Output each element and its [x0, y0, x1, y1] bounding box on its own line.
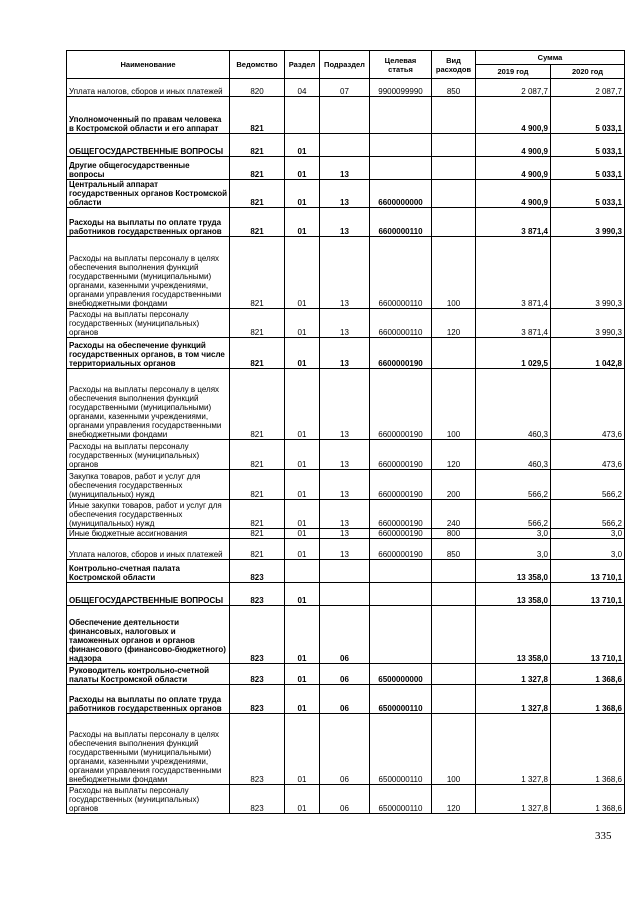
cell-target: 6500000110	[370, 714, 432, 785]
cell-target: 6600000190	[370, 529, 432, 539]
cell-razdel: 01	[285, 470, 320, 500]
cell-sum-2020: 13 710,1	[551, 606, 625, 664]
cell-target: 6600000000	[370, 180, 432, 208]
cell-name: Закупка товаров, работ и услуг для обеспечения государственных (муниципальных) нужд	[67, 470, 230, 500]
cell-razdel: 01	[285, 539, 320, 560]
cell-razdel: 01	[285, 237, 320, 309]
cell-sum-2020: 1 368,6	[551, 714, 625, 785]
cell-podrazdel: 06	[320, 785, 370, 814]
cell-podrazdel: 13	[320, 180, 370, 208]
cell-vedomstvo: 821	[230, 500, 285, 529]
cell-podrazdel: 13	[320, 500, 370, 529]
cell-sum-2019: 3 871,4	[476, 208, 551, 237]
table-row	[67, 97, 625, 134]
cell-vedomstvo: 821	[230, 157, 285, 180]
cell-name: ОБЩЕГОСУДАРСТВЕННЫЕ ВОПРОСЫ	[67, 134, 230, 157]
cell-sum-2020: 1 042,8	[551, 338, 625, 369]
cell-sum-2020: 473,6	[551, 369, 625, 440]
cell-target: 6600000110	[370, 309, 432, 338]
cell-vedomstvo: 823	[230, 714, 285, 785]
cell-razdel	[285, 560, 320, 583]
cell-podrazdel	[320, 134, 370, 157]
cell-vid: 850	[432, 539, 476, 560]
cell-sum-2020: 566,2	[551, 470, 625, 500]
table-row	[67, 237, 625, 309]
cell-sum-2020: 1 368,6	[551, 785, 625, 814]
table-body	[67, 79, 625, 814]
cell-name: Обеспечение деятельности финансовых, налоговых и таможенных органов и органов финансового (финансово-бюджетного) надзора	[67, 606, 230, 664]
cell-vid	[432, 583, 476, 606]
cell-podrazdel: 13	[320, 369, 370, 440]
cell-sum-2019: 3,0	[476, 539, 551, 560]
cell-sum-2019: 1 327,8	[476, 685, 551, 714]
cell-sum-2020: 3 990,3	[551, 237, 625, 309]
cell-sum-2020: 13 710,1	[551, 583, 625, 606]
cell-name: Уплата налогов, сборов и иных платежей	[67, 539, 230, 560]
cell-podrazdel: 13	[320, 309, 370, 338]
cell-vedomstvo: 821	[230, 369, 285, 440]
cell-razdel: 01	[285, 208, 320, 237]
cell-podrazdel: 06	[320, 664, 370, 685]
cell-razdel: 01	[285, 664, 320, 685]
cell-sum-2020: 473,6	[551, 440, 625, 470]
header-2019: 2019 год	[476, 65, 551, 79]
header-sum: Сумма	[476, 51, 625, 65]
table-row	[67, 180, 625, 208]
cell-razdel: 01	[285, 583, 320, 606]
table-row	[67, 79, 625, 97]
cell-podrazdel: 13	[320, 440, 370, 470]
cell-name: Расходы на выплаты персоналу государственных (муниципальных) органов	[67, 785, 230, 814]
cell-sum-2020: 566,2	[551, 500, 625, 529]
cell-name: Расходы на выплаты по оплате труда работников государственных органов	[67, 208, 230, 237]
header-vid: Вид расходов	[432, 51, 476, 79]
cell-target: 6600000190	[370, 470, 432, 500]
cell-sum-2019: 4 900,9	[476, 157, 551, 180]
cell-podrazdel: 13	[320, 539, 370, 560]
cell-vedomstvo: 820	[230, 79, 285, 97]
cell-vedomstvo: 821	[230, 97, 285, 134]
cell-target: 6500000110	[370, 685, 432, 714]
cell-sum-2020: 5 033,1	[551, 180, 625, 208]
header-vedomstvo: Ведомство	[230, 51, 285, 79]
cell-name: Расходы на выплаты персоналу в целях обеспечения выполнения функций государственными (муниципальными) органами, казенными учреждениями, органами управления государственными внебюджетными фондами	[67, 369, 230, 440]
cell-podrazdel: 13	[320, 529, 370, 539]
cell-sum-2020: 5 033,1	[551, 97, 625, 134]
cell-sum-2019: 4 900,9	[476, 134, 551, 157]
cell-name: Контрольно-счетная палата Костромской области	[67, 560, 230, 583]
cell-name: Уполномоченный по правам человека в Костромской области и его аппарат	[67, 97, 230, 134]
cell-name: Расходы на выплаты по оплате труда работников государственных органов	[67, 685, 230, 714]
cell-target: 6600000190	[370, 440, 432, 470]
cell-vedomstvo: 821	[230, 208, 285, 237]
cell-sum-2019: 13 358,0	[476, 583, 551, 606]
cell-target: 6600000190	[370, 369, 432, 440]
cell-vid	[432, 97, 476, 134]
cell-vedomstvo: 821	[230, 529, 285, 539]
table-row	[67, 208, 625, 237]
cell-sum-2019: 3,0	[476, 529, 551, 539]
cell-sum-2019: 13 358,0	[476, 606, 551, 664]
cell-sum-2019: 4 900,9	[476, 180, 551, 208]
cell-target: 6600000190	[370, 500, 432, 529]
cell-target	[370, 560, 432, 583]
cell-name: Иные закупки товаров, работ и услуг для обеспечения государственных (муниципальных) нужд	[67, 500, 230, 529]
cell-podrazdel	[320, 560, 370, 583]
cell-razdel: 01	[285, 134, 320, 157]
cell-vid: 120	[432, 309, 476, 338]
cell-vedomstvo: 823	[230, 560, 285, 583]
cell-podrazdel: 07	[320, 79, 370, 97]
table-row	[67, 440, 625, 470]
cell-podrazdel: 13	[320, 470, 370, 500]
cell-vid: 850	[432, 79, 476, 97]
cell-podrazdel	[320, 583, 370, 606]
cell-sum-2019: 3 871,4	[476, 237, 551, 309]
cell-vedomstvo: 821	[230, 338, 285, 369]
cell-name: Расходы на выплаты персоналу государственных (муниципальных) органов	[67, 440, 230, 470]
cell-vid: 800	[432, 529, 476, 539]
table-row	[67, 369, 625, 440]
table-row	[67, 685, 625, 714]
cell-sum-2019: 1 327,8	[476, 785, 551, 814]
cell-vid	[432, 208, 476, 237]
cell-name: Другие общегосударственные вопросы	[67, 157, 230, 180]
cell-vedomstvo: 821	[230, 470, 285, 500]
cell-target	[370, 606, 432, 664]
cell-sum-2019: 1 029,5	[476, 338, 551, 369]
table-row	[67, 470, 625, 500]
header-podrazdel: Подраздел	[320, 51, 370, 79]
cell-name: Расходы на выплаты персоналу в целях обеспечения выполнения функций государственными (муниципальными) органами, казенными учреждениями, органами управления государственными внебюджетными фондами	[67, 714, 230, 785]
table-row	[67, 714, 625, 785]
cell-vid: 100	[432, 714, 476, 785]
cell-vid: 100	[432, 369, 476, 440]
cell-vid: 120	[432, 440, 476, 470]
cell-vid	[432, 664, 476, 685]
cell-vid	[432, 180, 476, 208]
cell-name: Уплата налогов, сборов и иных платежей	[67, 79, 230, 97]
cell-podrazdel: 13	[320, 208, 370, 237]
table-row	[67, 309, 625, 338]
cell-name: Расходы на выплаты персоналу в целях обеспечения выполнения функций государственными (муниципальными) органами, казенными учреждениями, органами управления государственными внебюджетными фондами	[67, 237, 230, 309]
cell-target: 6600000190	[370, 338, 432, 369]
cell-razdel: 01	[285, 785, 320, 814]
cell-target: 6600000110	[370, 237, 432, 309]
cell-vid	[432, 685, 476, 714]
table-row	[67, 560, 625, 583]
cell-sum-2019: 13 358,0	[476, 560, 551, 583]
cell-sum-2019: 2 087,7	[476, 79, 551, 97]
cell-razdel: 01	[285, 309, 320, 338]
table-row	[67, 583, 625, 606]
header-target: Целевая статья	[370, 51, 432, 79]
cell-vid	[432, 606, 476, 664]
cell-vedomstvo: 823	[230, 664, 285, 685]
cell-sum-2020: 5 033,1	[551, 157, 625, 180]
cell-podrazdel: 13	[320, 237, 370, 309]
header-razdel: Раздел	[285, 51, 320, 79]
cell-razdel: 01	[285, 338, 320, 369]
cell-name: Расходы на выплаты персоналу государственных (муниципальных) органов	[67, 309, 230, 338]
cell-target	[370, 97, 432, 134]
cell-sum-2019: 566,2	[476, 470, 551, 500]
cell-target: 6600000110	[370, 208, 432, 237]
cell-vid	[432, 157, 476, 180]
cell-razdel: 04	[285, 79, 320, 97]
table-row	[67, 134, 625, 157]
cell-sum-2019: 3 871,4	[476, 309, 551, 338]
cell-podrazdel: 06	[320, 685, 370, 714]
cell-razdel: 01	[285, 157, 320, 180]
cell-vedomstvo: 823	[230, 785, 285, 814]
cell-sum-2020: 3,0	[551, 539, 625, 560]
cell-razdel: 01	[285, 369, 320, 440]
cell-vedomstvo: 823	[230, 583, 285, 606]
table-row	[67, 157, 625, 180]
cell-vid: 100	[432, 237, 476, 309]
cell-target	[370, 134, 432, 157]
cell-vid	[432, 560, 476, 583]
cell-razdel: 01	[285, 714, 320, 785]
cell-sum-2020: 13 710,1	[551, 560, 625, 583]
cell-vid: 200	[432, 470, 476, 500]
cell-vedomstvo: 823	[230, 685, 285, 714]
cell-razdel: 01	[285, 180, 320, 208]
cell-sum-2020: 5 033,1	[551, 134, 625, 157]
cell-podrazdel: 13	[320, 157, 370, 180]
cell-name: Расходы на обеспечение функций государственных органов, в том числе территориальных органов	[67, 338, 230, 369]
cell-razdel: 01	[285, 500, 320, 529]
cell-target: 6500000000	[370, 664, 432, 685]
cell-sum-2020: 3 990,3	[551, 208, 625, 237]
table-row	[67, 338, 625, 369]
cell-sum-2019: 460,3	[476, 440, 551, 470]
cell-sum-2020: 3 990,3	[551, 309, 625, 338]
cell-target: 6500000110	[370, 785, 432, 814]
cell-sum-2019: 1 327,8	[476, 664, 551, 685]
budget-table	[66, 50, 625, 814]
table-row	[67, 606, 625, 664]
cell-podrazdel: 06	[320, 606, 370, 664]
cell-razdel	[285, 97, 320, 134]
table-row	[67, 529, 625, 539]
cell-vedomstvo: 821	[230, 309, 285, 338]
header-2020: 2020 год	[551, 65, 625, 79]
cell-sum-2020: 2 087,7	[551, 79, 625, 97]
cell-vid	[432, 338, 476, 369]
table-row	[67, 539, 625, 560]
cell-sum-2019: 460,3	[476, 369, 551, 440]
table-row	[67, 500, 625, 529]
cell-vedomstvo: 821	[230, 134, 285, 157]
cell-name: ОБЩЕГОСУДАРСТВЕННЫЕ ВОПРОСЫ	[67, 583, 230, 606]
cell-vid: 240	[432, 500, 476, 529]
cell-vedomstvo: 821	[230, 440, 285, 470]
cell-razdel: 01	[285, 529, 320, 539]
cell-vedomstvo: 821	[230, 539, 285, 560]
cell-target: 6600000190	[370, 539, 432, 560]
cell-vid: 120	[432, 785, 476, 814]
cell-sum-2019: 1 327,8	[476, 714, 551, 785]
cell-podrazdel: 13	[320, 338, 370, 369]
cell-target	[370, 583, 432, 606]
cell-razdel: 01	[285, 685, 320, 714]
cell-vedomstvo: 823	[230, 606, 285, 664]
cell-sum-2020: 3,0	[551, 529, 625, 539]
header-name: Наименование	[67, 51, 230, 79]
cell-sum-2020: 1 368,6	[551, 664, 625, 685]
cell-name: Центральный аппарат государственных органов Костромской области	[67, 180, 230, 208]
cell-razdel: 01	[285, 606, 320, 664]
cell-podrazdel	[320, 97, 370, 134]
cell-target	[370, 157, 432, 180]
cell-target: 9900099990	[370, 79, 432, 97]
cell-sum-2020: 1 368,6	[551, 685, 625, 714]
table-row	[67, 785, 625, 814]
cell-vedomstvo: 821	[230, 180, 285, 208]
page-number: 335	[595, 830, 612, 842]
cell-name: Иные бюджетные ассигнования	[67, 529, 230, 539]
table-row	[67, 664, 625, 685]
cell-vedomstvo: 821	[230, 237, 285, 309]
cell-name: Руководитель контрольно-счетной палаты Костромской области	[67, 664, 230, 685]
cell-razdel: 01	[285, 440, 320, 470]
cell-podrazdel: 06	[320, 714, 370, 785]
cell-vid	[432, 134, 476, 157]
cell-sum-2019: 566,2	[476, 500, 551, 529]
cell-sum-2019: 4 900,9	[476, 97, 551, 134]
